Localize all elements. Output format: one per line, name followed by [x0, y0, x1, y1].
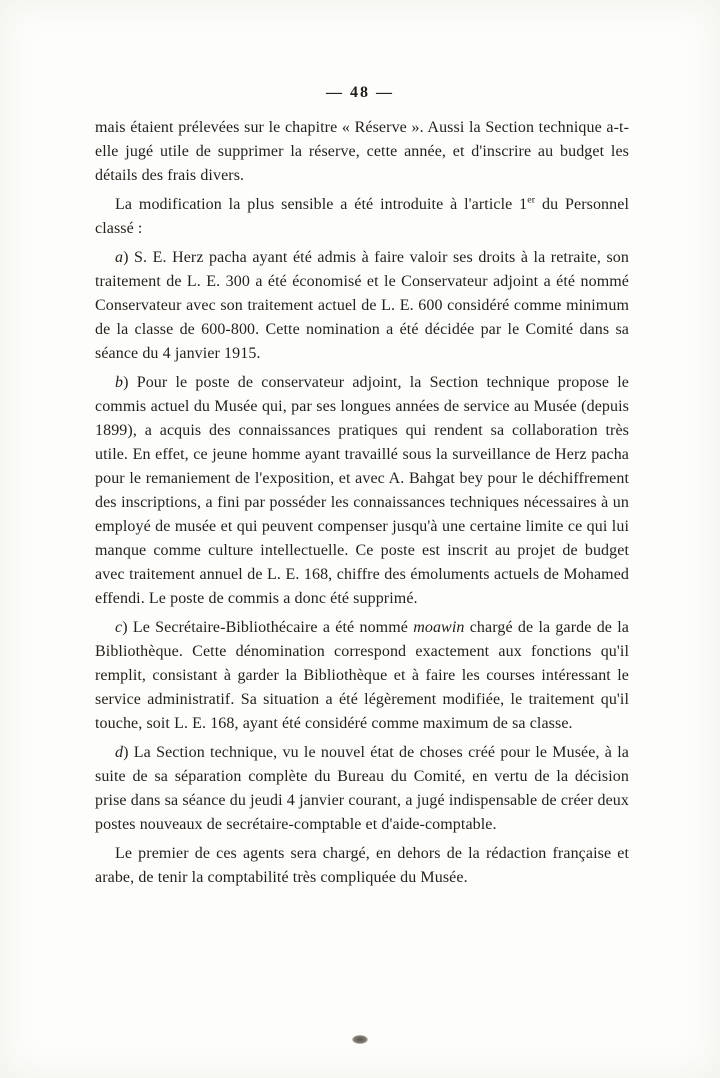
text-segment: La modification la plus sensible a été introduite à l'article 1 — [115, 196, 528, 213]
document-body — [95, 116, 629, 895]
text-segment: mais étaient prélevées sur le chapitre « Réserve ». Aussi la Section technique a-t-elle jugé utile de supprimer la réserve, cette année, et d'inscrire au budget les détails des frais divers. — [95, 119, 629, 184]
text-segment: du Personnel classé : — [95, 196, 629, 237]
paragraph — [95, 193, 629, 241]
text-segment: d — [115, 744, 124, 761]
text-segment: ) La Section technique, vu le nouvel état de choses créé pour le Musée, à la suite de sa séparation complète du Bureau du Comité, en vertu de la décision prise dans sa séance du jeudi 4 janvier courant, a jugé indispensable de créer deux postes nouveaux de secrétaire-comptable et d'aide-comptable. — [95, 744, 629, 833]
paragraph — [95, 842, 629, 890]
text-segment: c — [115, 619, 123, 636]
text-segment: Le premier de ces agents sera chargé, en dehors de la rédaction française et arabe, de tenir la comptabilité très compliquée du Musée. — [95, 845, 629, 886]
paragraph — [95, 616, 629, 736]
text-segment: ) Le Secrétaire-Bibliothécaire a été nommé — [122, 619, 414, 636]
paragraph — [95, 246, 629, 366]
scan-artifact — [352, 1035, 368, 1044]
text-segment: ) S. E. Herz pacha ayant été admis à faire valoir ses droits à la retraite, son traitement de L. E. 300 a été économisé et le Conservateur adjoint a été nommé Conservateur avec son traitement actuel de L. E. 600 considéré comme minimum de la classe de 600-800. Cette nomination a été décidée par le Comité dans sa séance du 4 janvier 1915. — [95, 249, 629, 362]
page-number: — 48 — — [326, 84, 394, 101]
text-segment: moawin — [413, 619, 465, 636]
text-segment: b — [115, 374, 124, 391]
paragraph — [95, 116, 629, 188]
text-segment: chargé de la garde de la Bibliothèque. Cette dénomination correspond exactement aux fonctions qu'il remplit, consistant à garder la Bibliothèque et à faire les courses intéressant le service administratif. Sa situation a été légèrement modifiée, le traitement qu'il touche, soit L. E. 168, ayant été considéré comme maximum de sa classe. — [95, 619, 629, 732]
text-segment: a — [115, 249, 124, 266]
text-segment: er — [527, 194, 536, 206]
paragraph — [95, 371, 629, 611]
text-segment: ) Pour le poste de conservateur adjoint, la Section technique propose le commis actuel du Musée qui, par ses longues années de service au Musée (depuis 1899), a acquis des connaissances pratiques qui rendent sa collaboration très utile. En effet, ce jeune homme ayant travaillé sous la surveillance de Herz pacha pour le remaniement de l'exposition, et avec A. Bahgat bey pour le déchiffrement des inscriptions, a fini par posséder les connaissances techniques nécessaires à un employé de musée et qui peuvent compenser jusqu'à une certaine limite ce qui lui manque comme culture intellectuelle. Ce poste est inscrit au projet de budget avec traitement annuel de L. E. 168, chiffre des émoluments actuels de Mohamed effendi. Le poste de commis a donc été supprimé. — [95, 374, 629, 607]
paragraph — [95, 741, 629, 837]
